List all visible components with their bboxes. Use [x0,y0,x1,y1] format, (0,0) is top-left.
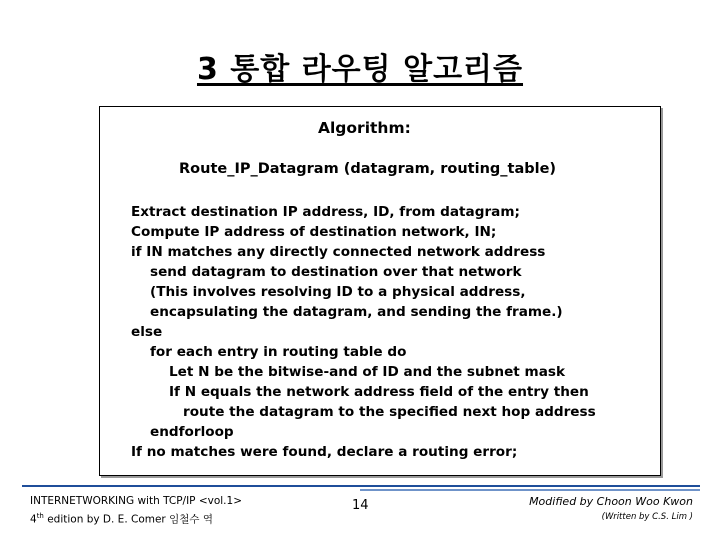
algorithm-line: for each entry in routing table do [150,344,407,360]
algorithm-line: endforloop [150,424,234,440]
algorithm-heading: Algorithm: [318,119,411,137]
algorithm-line: Let N be the bitwise-and of ID and the subnet mask [169,364,566,380]
algorithm-line: (This involves resolving ID to a physical address, [150,284,526,300]
footer-edition-number: 4 [30,513,37,526]
algorithm-figure [99,106,661,476]
algorithm-line: if IN matches any directly connected network address [131,244,546,260]
algorithm-line: Compute IP address of destination network, IN; [131,224,497,240]
algorithm-line: send datagram to destination over that network [150,264,522,280]
algorithm-line: route the datagram to the specified next hop address [183,404,596,420]
footer-book-title: INTERNETWORKING with TCP/IP <vol.1> [30,495,242,507]
footer-divider-accent [360,489,700,491]
footer-source [30,494,242,528]
footer-edition-suffix: th [36,512,44,520]
algorithm-line: If no matches were found, declare a routing error; [131,444,518,460]
algorithm-line: If N equals the network address field of the entry then [169,384,589,400]
page-number: 14 [352,498,369,513]
footer-modified-by: Modified by Choon Woo Kwon [529,495,693,508]
algorithm-line: Extract destination IP address, ID, from datagram; [131,204,520,220]
footer-written-by: (Written by C.S. Lim ) [601,512,693,522]
footer-edition [30,509,242,528]
algorithm-signature: Route_IP_Datagram (datagram, routing_table) [179,161,557,177]
slide-title: 3 통합 라우팅 알고리즘 [196,52,524,87]
algorithm-lines [131,202,596,462]
footer-divider [22,485,700,487]
algorithm-line: else [131,324,163,340]
algorithm-line: encapsulating the datagram, and sending the frame.) [150,304,563,320]
footer-edition-text: edition by D. E. Comer 임철수 역 [43,513,214,526]
